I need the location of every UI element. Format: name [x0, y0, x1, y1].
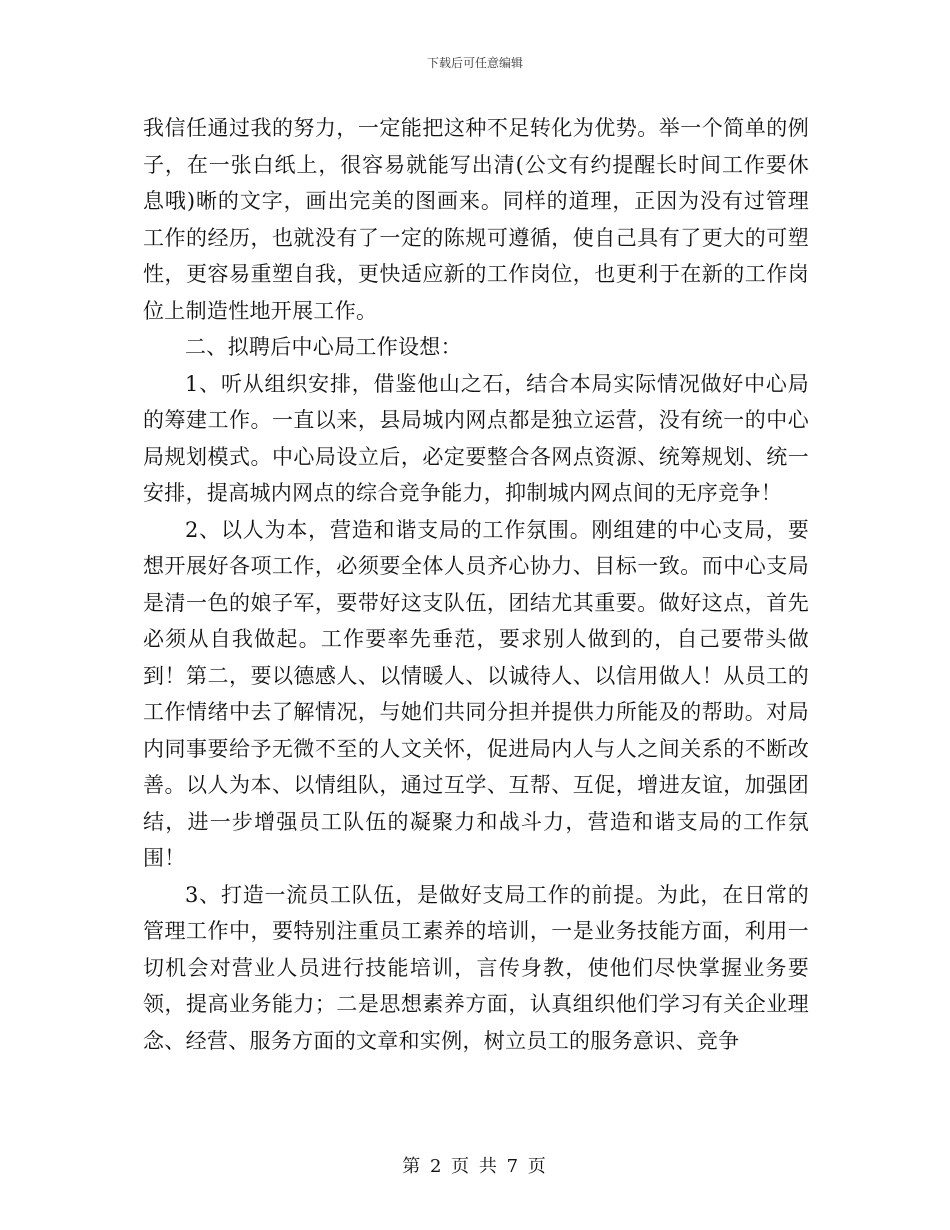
paragraph-item-3: 3、打造一流员工队伍，是做好支局工作的前提。为此，在日常的管理工作中，要特别注重员工素养的培训，一是业务技能方面，利用一切机会对营业人员进行技能培训，言传身教，使他们尽快掌握业务要领，提高业务能力；二是思想素养方面，认真组织他们学习有关企业理念、经营、服务方面的文章和实例，树立员工的服务意识、竞争	[143, 882, 809, 1053]
paragraph-item-2: 2、以人为本，营造和谐支局的工作氛围。刚组建的中心支局，要想开展好各项工作，必须要全体人员齐心协力、目标一致。而中心支局是清一色的娘子军，要带好这支队伍，团结尤其重要。做好这点，首先必须从自我做起。工作要率先垂范，要求别人做到的，自己要带头做到！第二，要以德感人、以情暖人、以诚待人、以信用做人！从员工的工作情绪中去了解情况，与她们共同分担并提供力所能及的帮助。对局内同事要给予无微不至的人文关怀，促进局内人与人之间关系的不断改善。以人为本、以情组队，通过互学、互帮、互促，增进友谊，加强团结，进一步增强员工队伍的凝聚力和战斗力，营造和谐支局的工作氛围！	[143, 517, 809, 870]
paragraph-intro-continuation: 我信任通过我的努力，一定能把这种不足转化为优势。举一个简单的例子，在一张白纸上，很容易就能写出清(公文有约提醒长时间工作要休息哦)晰的文字，画出完美的图画来。同样的道理，正因为没有过管理工作的经历，也就没有了一定的陈规可遵循，使自己具有了更大的可塑性，更容易重塑自我，更快适应新的工作岗位，也更利于在新的工作岗位上制造性地开展工作。	[143, 116, 809, 323]
paragraph-item-1: 1、听从组织安排，借鉴他山之石，结合本局实际情况做好中心局的筹建工作。一直以来，县局城内网点都是独立运营，没有统一的中心局规划模式。中心局设立后，必定要整合各网点资源、统筹规划、统一安排，提高城内网点的综合竞争能力，抑制城内网点间的无序竞争！	[143, 371, 809, 505]
page-number: 第 2 页 共 7 页	[402, 1156, 548, 1177]
section-heading-plan: 二、拟聘后中心局工作设想：	[185, 335, 462, 359]
page-header-note: 下载后可任意编辑	[426, 56, 523, 70]
document-body	[143, 110, 809, 1059]
